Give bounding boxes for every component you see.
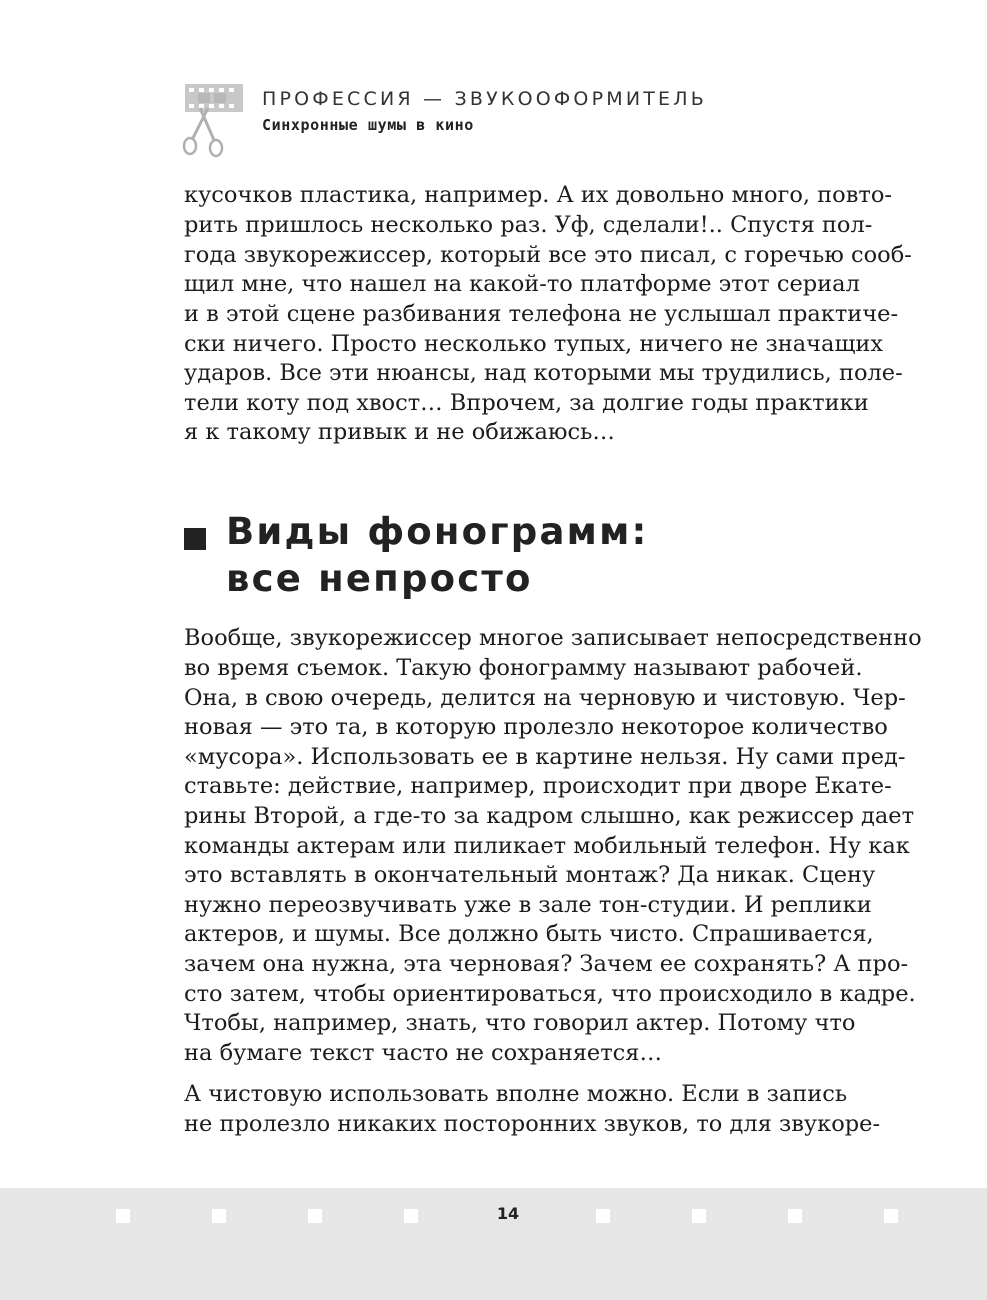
- text-line: нужно переозвучивать уже в зале тон-студии. И реплики: [184, 892, 872, 918]
- text-line: Чтобы, например, знать, что говорил актер. Потому что: [184, 1010, 856, 1036]
- text-line: рины Второй, а где-то за кадром слышно, как режиссер дает: [184, 803, 915, 829]
- text-line: на бумаге текст часто не сохраняется…: [184, 1040, 662, 1066]
- text-line: года звукорежиссер, который все это писал, с горечью сооб-: [184, 242, 912, 268]
- running-header-title: ПРОФЕССИЯ — ЗВУКООФОРМИТЕЛЬ: [262, 88, 707, 110]
- text-line: щил мне, что нашел на какой-то платформе этот сериал: [184, 271, 860, 297]
- text-line: команды актерам или пиликает мобильный телефон. Ну как: [184, 833, 910, 859]
- text-line: во время съемок. Такую фонограмму называют рабочей.: [184, 655, 863, 681]
- text-line: это вставлять в окончательный монтаж? Да никак. Сцену: [184, 862, 876, 888]
- text-line: ударов. Все эти нюансы, над которыми мы трудились, поле-: [184, 360, 903, 386]
- film-perforation-icon: [788, 1209, 802, 1223]
- film-perforation-icon: [692, 1209, 706, 1223]
- text-line: и в этой сцене разбивания телефона не услышал практиче-: [184, 301, 899, 327]
- text-line: ски ничего. Просто несколько тупых, ничего не значащих: [184, 331, 884, 357]
- text-line: рить пришлось несколько раз. Уф, сделали!.. Спустя пол-: [184, 212, 873, 238]
- running-header-subtitle: Синхронные шумы в кино: [262, 116, 474, 134]
- film-perforation-icon: [308, 1209, 322, 1223]
- running-header: [180, 78, 800, 160]
- text-line: Она, в свою очередь, делится на черновую и чистовую. Чер-: [184, 685, 906, 711]
- text-line: А чистовую использовать вполне можно. Если в запись: [184, 1081, 848, 1107]
- text-line: ставьте: действие, например, происходит при дворе Екате-: [184, 773, 892, 799]
- text-line: зачем она нужна, эта черновая? Зачем ее сохранять? А про-: [184, 951, 909, 977]
- film-perforation-icon: [212, 1209, 226, 1223]
- text-line: актеров, и шумы. Все должно быть чисто. Спрашивается,: [184, 921, 874, 947]
- text-line: я к такому привык и не обижаюсь…: [184, 419, 615, 445]
- section-heading-line-2: все непросто: [226, 557, 533, 600]
- page-number: 14: [496, 1204, 520, 1223]
- film-scissors-icon: [180, 78, 250, 160]
- film-perforation-icon: [116, 1209, 130, 1223]
- text-line: тели коту под хвост… Впрочем, за долгие годы практики: [184, 390, 869, 416]
- film-perforation-icon: [884, 1209, 898, 1223]
- heading-square-bullet-icon: [184, 528, 206, 550]
- text-line: новая — это та, в которую пролезло некоторое количество: [184, 714, 888, 740]
- text-line: Вообще, звукорежиссер многое записывает непосредственно: [184, 625, 922, 651]
- text-line: «мусора». Использовать ее в картине нельзя. Ну сами пред-: [184, 744, 906, 770]
- film-perforation-icon: [404, 1209, 418, 1223]
- text-line: сто затем, чтобы ориентироваться, что происходило в кадре.: [184, 981, 916, 1007]
- section-heading-line-1: Виды фонограмм:: [226, 510, 649, 553]
- text-line: не пролезло никаких посторонних звуков, то для звукоре-: [184, 1111, 881, 1137]
- text-line: кусочков пластика, например. А их довольно много, повто-: [184, 182, 892, 208]
- film-perforation-icon: [596, 1209, 610, 1223]
